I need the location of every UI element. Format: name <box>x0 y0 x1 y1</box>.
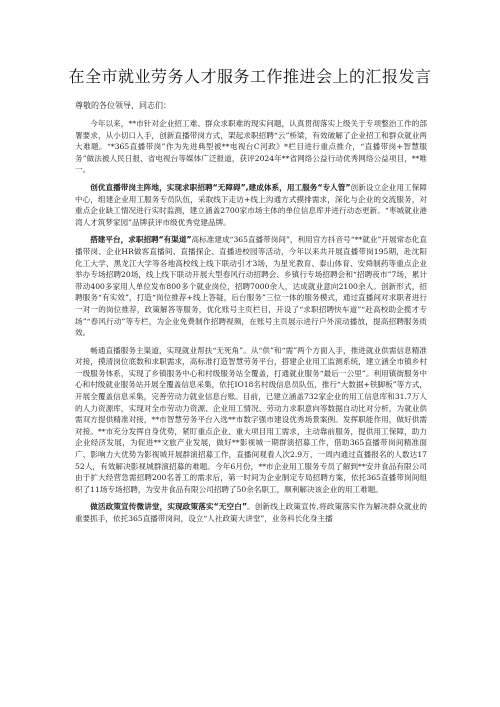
paragraph-3 <box>75 234 427 338</box>
paragraph-lead: 做活政策宣传微讲堂，实现政策落实“无空白” <box>90 502 247 512</box>
paragraph-text: 今年以来，**市针对企业招工难、群众求职难的现实问题，认真贯彻落实上级关于专项整治工作的部署要求，从小切口入手，创新直播带岗方式，架起求职招聘“云”桥梁，有效破解了企业招工和群众就业两大难题。“*365直播带岗”作为先进典型被**电视台C河政》*栏目进行重点推介，“直播带岗+智慧服务”做法被人民日报、省电视台等媒体广泛报道，获评2024年**省网络公益行动优秀网络公益项目，**唯一。 <box>75 119 427 175</box>
paragraph-lead: 创优直播带岗主阵地，实现求职招聘“无障碍”,建成体系，用工服务“专人管” <box>90 182 351 192</box>
paragraph-4 <box>75 345 427 496</box>
paragraph-2 <box>75 182 427 228</box>
document-title: 在全市就业劳务人才服务工作推进会上的汇报发言 <box>68 67 432 86</box>
paragraph-5 <box>75 501 427 524</box>
paragraph-text: 高标准建成“365直播带岗间”，利用官方抖音号“**就业”开展常态化直播带岗、企业HR做客直播间、直播探企、直播进校园等活动，今年以来共开展直播带岗195期，赴沈阳化工大学、黑龙江大学等各地高校线上线下联动引才3场，为星光教育、泰山体育、安舜制药等重点企业举办专场招聘20场，线上线下联动开展大型春风行动招聘会、乡镇行专场招聘会和“招聘夜市”7场，累计带动400多家用人单位发布800多个就业岗位，招聘7000余人，达成就业意向2100余人。创新形式，招聘服务“有实效”，打造“岗位推荐+线上答疑，后台服务”三位一体的服务模式，通过直播间对求职者进行一对一的岗位推荐，政策解答等服务，优化账号主页栏目，开设了“求职招聘快车道”“赴高校助企揽才专场”“春风行动”等专栏，为企业免费制作招聘视频，在账号主页展示进行户外滚动播放，提高招聘服务质效。 <box>75 235 427 338</box>
greeting: 尊敬的各位领导，同志们： <box>75 101 171 110</box>
paragraph-text: 创新设立企业用工保障中心，组建企业用工服务专员队伍，采取线下走访+线上沟通方式摸排需求，深化与企业的交流服务，对重点企业缺工情况进行实时监测，建立涵盖2700家市场主体的单位信息库并进行动态更新。“枣城就业港湾人才筑梦家园”品牌获评市级优秀党建品牌。 <box>75 182 427 227</box>
paragraph-1 <box>75 118 427 176</box>
document-body <box>75 100 427 531</box>
paragraph-text: 畅通直播服务主渠道，实现就业帮扶“无死角”。从“供”和“需”两个方面入手，推进就业供需信息精准对接，摸清岗位底数和求职需求，高标准打造智慧劳务平台，搭建企业用工监测系统，建立涵全市镇乡村一级服务体系，实现了乡镇服务中心和村级服务站全覆盖，打通就业服务“最后一公里”。利用镇街服务中心和村级就业服务站开展全覆盖信息采集，依托IO18名村级信息员队伍，推行“大数据+铁脚板”等方式，开展全覆盖信息采集，完善劳动力就业信息台账。目前，已建立涵盖732家企业的用工信息库和31.7万人的人力资源库，实现对全市劳动力资源、企业用工情况、劳动力求职意向等数据自动比对分析，为就业供需双方提供精准对接，**市智慧劳务平台入选**市数字强市建设优秀场景案例。发挥职能作用，做好供需对接。**市充分发挥自身优势，紧盯重点企业、重大项目用工需求，主动靠前服务，提供用工保障，助力企业经济发展，为促进**文旅产业发展，做好**影视城一期群演招募工作，借助365直播带岗间精准面广、影响力大优势为影视城开展群演招募工作，直播间观看人次2.9万，一周内通过直播报名的人数达1752人，有效解决影视城群演招募的难题。今年6月份，**市企业用工服务专员了解到**安井食品有限公司由于扩大经营急需招聘200名普工的需求后，第一时间为企业制定专局招聘方案，依托365直播带岗间组织了11场专场招聘，为安井食品有限公司招聘了50余名职工，顺利解决该企业的用工难题。 <box>75 345 427 494</box>
paragraph-text: 。创新线上政策宣传,将政策落实作为解决群众就业的重要抓手，依托365直播带岗间，设立“人社政策大讲堂”，业务科长化身主播 <box>75 502 427 523</box>
paragraph-lead: 搭建平台，求职招聘“有渠道” <box>90 235 192 245</box>
